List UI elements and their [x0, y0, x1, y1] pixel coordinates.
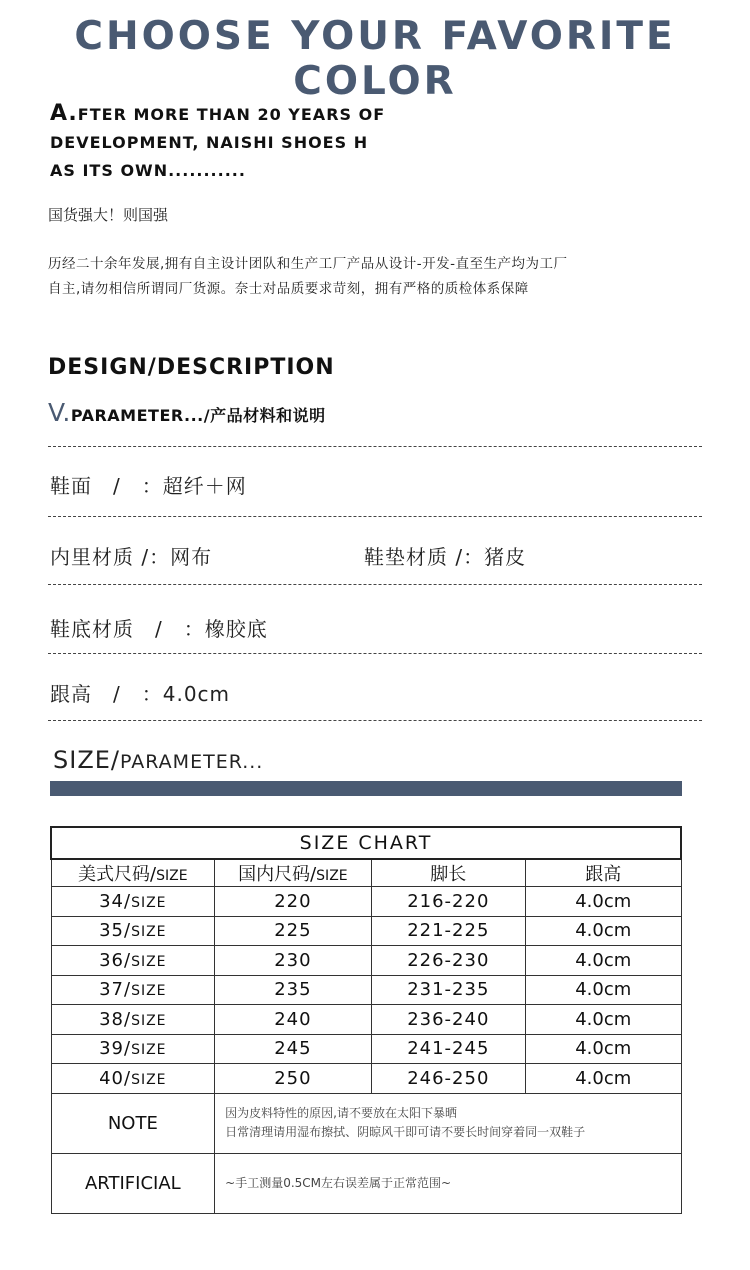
intro-first-letter: A. — [50, 101, 78, 126]
cell-foot: 241-245 — [371, 1034, 525, 1064]
cell-us — [51, 946, 215, 976]
parameter-letter: V. — [48, 398, 71, 427]
cell-foot: 221-225 — [371, 916, 525, 946]
cell-foot: 216-220 — [371, 887, 525, 917]
size-heading-small: PARAMETER... — [120, 751, 264, 773]
us-size-suffix: SIZE — [131, 1042, 167, 1059]
cell-heel: 4.0cm — [526, 1064, 682, 1094]
header-cn-size — [215, 859, 371, 887]
param-heel: 跟高 / ：4.0cm — [50, 682, 231, 706]
param-sole: 鞋底材质 / ：橡胶底 — [50, 617, 268, 641]
cell-us — [51, 1034, 215, 1064]
us-size-suffix: SIZE — [131, 953, 167, 970]
header-us-suffix: SIZE — [156, 868, 188, 884]
cell-foot: 246-250 — [371, 1064, 525, 1094]
table-row — [51, 1064, 681, 1094]
accent-bar — [50, 781, 682, 796]
divider — [48, 653, 702, 654]
us-size-value: 38/ — [99, 1008, 132, 1030]
table-row — [51, 1005, 681, 1035]
table-row — [51, 887, 681, 917]
header-us-size — [51, 859, 215, 887]
table-row — [51, 1034, 681, 1064]
intro-line-3: AS ITS OWN........... — [50, 161, 246, 180]
cell-foot: 226-230 — [371, 946, 525, 976]
note-label: NOTE — [51, 1093, 215, 1153]
parameter-heading — [48, 398, 326, 427]
table-row — [51, 916, 681, 946]
cell-heel: 4.0cm — [526, 1034, 682, 1064]
size-heading — [53, 746, 263, 774]
header-cn-suffix: SIZE — [316, 868, 348, 884]
paragraph-line-1: 历经二十余年发展,拥有自主设计团队和生产工厂产品从设计-开发-直至生产均为工厂 — [48, 256, 568, 272]
cell-heel: 4.0cm — [526, 887, 682, 917]
cell-us — [51, 1005, 215, 1035]
cell-cn: 235 — [215, 975, 371, 1005]
param-insole: 鞋垫材质 /：猪皮 — [364, 545, 527, 569]
design-heading: DESIGN/DESCRIPTION — [48, 355, 335, 380]
intro-line-1-text: FTER MORE THAN 20 YEARS OF — [77, 105, 386, 124]
note-line-1: 因为皮料特性的原因,请不要放在太阳下暴晒 — [225, 1106, 457, 1120]
cell-us — [51, 975, 215, 1005]
header-us-main: 美式尺码/ — [78, 864, 157, 885]
description-paragraph — [48, 252, 688, 302]
cell-cn: 245 — [215, 1034, 371, 1064]
page-title: CHOOSE YOUR FAVORITE COLOR — [74, 14, 676, 104]
cell-foot: 231-235 — [371, 975, 525, 1005]
param-lining: 内里材质 /：网布 — [50, 545, 213, 569]
us-size-suffix: SIZE — [131, 894, 167, 911]
slogan: 国货强大！则国强 — [48, 206, 169, 224]
cell-cn: 220 — [215, 887, 371, 917]
note-text — [215, 1093, 681, 1153]
cell-us — [51, 887, 215, 917]
cell-us — [51, 916, 215, 946]
size-heading-big: SIZE/ — [53, 746, 121, 774]
divider — [48, 584, 702, 585]
us-size-value: 35/ — [99, 920, 132, 942]
size-chart-header-row — [51, 859, 681, 887]
us-size-suffix: SIZE — [131, 1071, 167, 1088]
us-size-suffix: SIZE — [131, 924, 167, 941]
cell-cn: 230 — [215, 946, 371, 976]
artificial-label: ARTIFICIAL — [51, 1153, 215, 1213]
us-size-suffix: SIZE — [131, 983, 167, 1000]
us-size-value: 34/ — [99, 890, 132, 912]
table-row — [51, 975, 681, 1005]
header-cn-main: 国内尺码/ — [238, 864, 317, 885]
cell-cn: 225 — [215, 916, 371, 946]
header-foot-length: 脚长 — [371, 859, 525, 887]
cell-cn: 250 — [215, 1064, 371, 1094]
divider — [48, 720, 702, 721]
us-size-value: 39/ — [99, 1038, 132, 1060]
header-heel-height: 跟高 — [526, 859, 682, 887]
cell-heel: 4.0cm — [526, 946, 682, 976]
cell-foot: 236-240 — [371, 1005, 525, 1035]
divider — [48, 516, 702, 517]
intro-line-1 — [50, 100, 410, 129]
us-size-value: 37/ — [99, 979, 132, 1001]
note-row — [51, 1093, 681, 1153]
cell-cn: 240 — [215, 1005, 371, 1035]
cell-us — [51, 1064, 215, 1094]
param-upper: 鞋面 / ：超纤＋网 — [50, 474, 247, 498]
artificial-text: ~手工测量0.5CM左右误差属于正常范围~ — [215, 1153, 681, 1213]
artificial-row — [51, 1153, 681, 1213]
cell-heel: 4.0cm — [526, 1005, 682, 1035]
table-row — [51, 946, 681, 976]
intro-text — [50, 100, 410, 185]
cell-heel: 4.0cm — [526, 916, 682, 946]
parameter-heading-text: PARAMETER.../产品材料和说明 — [70, 406, 326, 425]
note-line-2: 日常清理请用湿布擦拭、阴晾风干即可请不要长时间穿着同一双鞋子 — [225, 1125, 586, 1139]
intro-line-2: DEVELOPMENT, NAISHI SHOES H — [50, 133, 369, 152]
size-chart-caption: SIZE CHART — [51, 827, 681, 859]
us-size-value: 40/ — [99, 1067, 132, 1089]
cell-heel: 4.0cm — [526, 975, 682, 1005]
size-chart-table — [50, 826, 682, 1214]
us-size-value: 36/ — [99, 949, 132, 971]
us-size-suffix: SIZE — [131, 1012, 167, 1029]
paragraph-line-2: 自主,请勿相信所谓同厂货源。奈士对品质要求苛刻，拥有严格的质检体系保障 — [48, 281, 529, 297]
divider — [48, 446, 702, 447]
